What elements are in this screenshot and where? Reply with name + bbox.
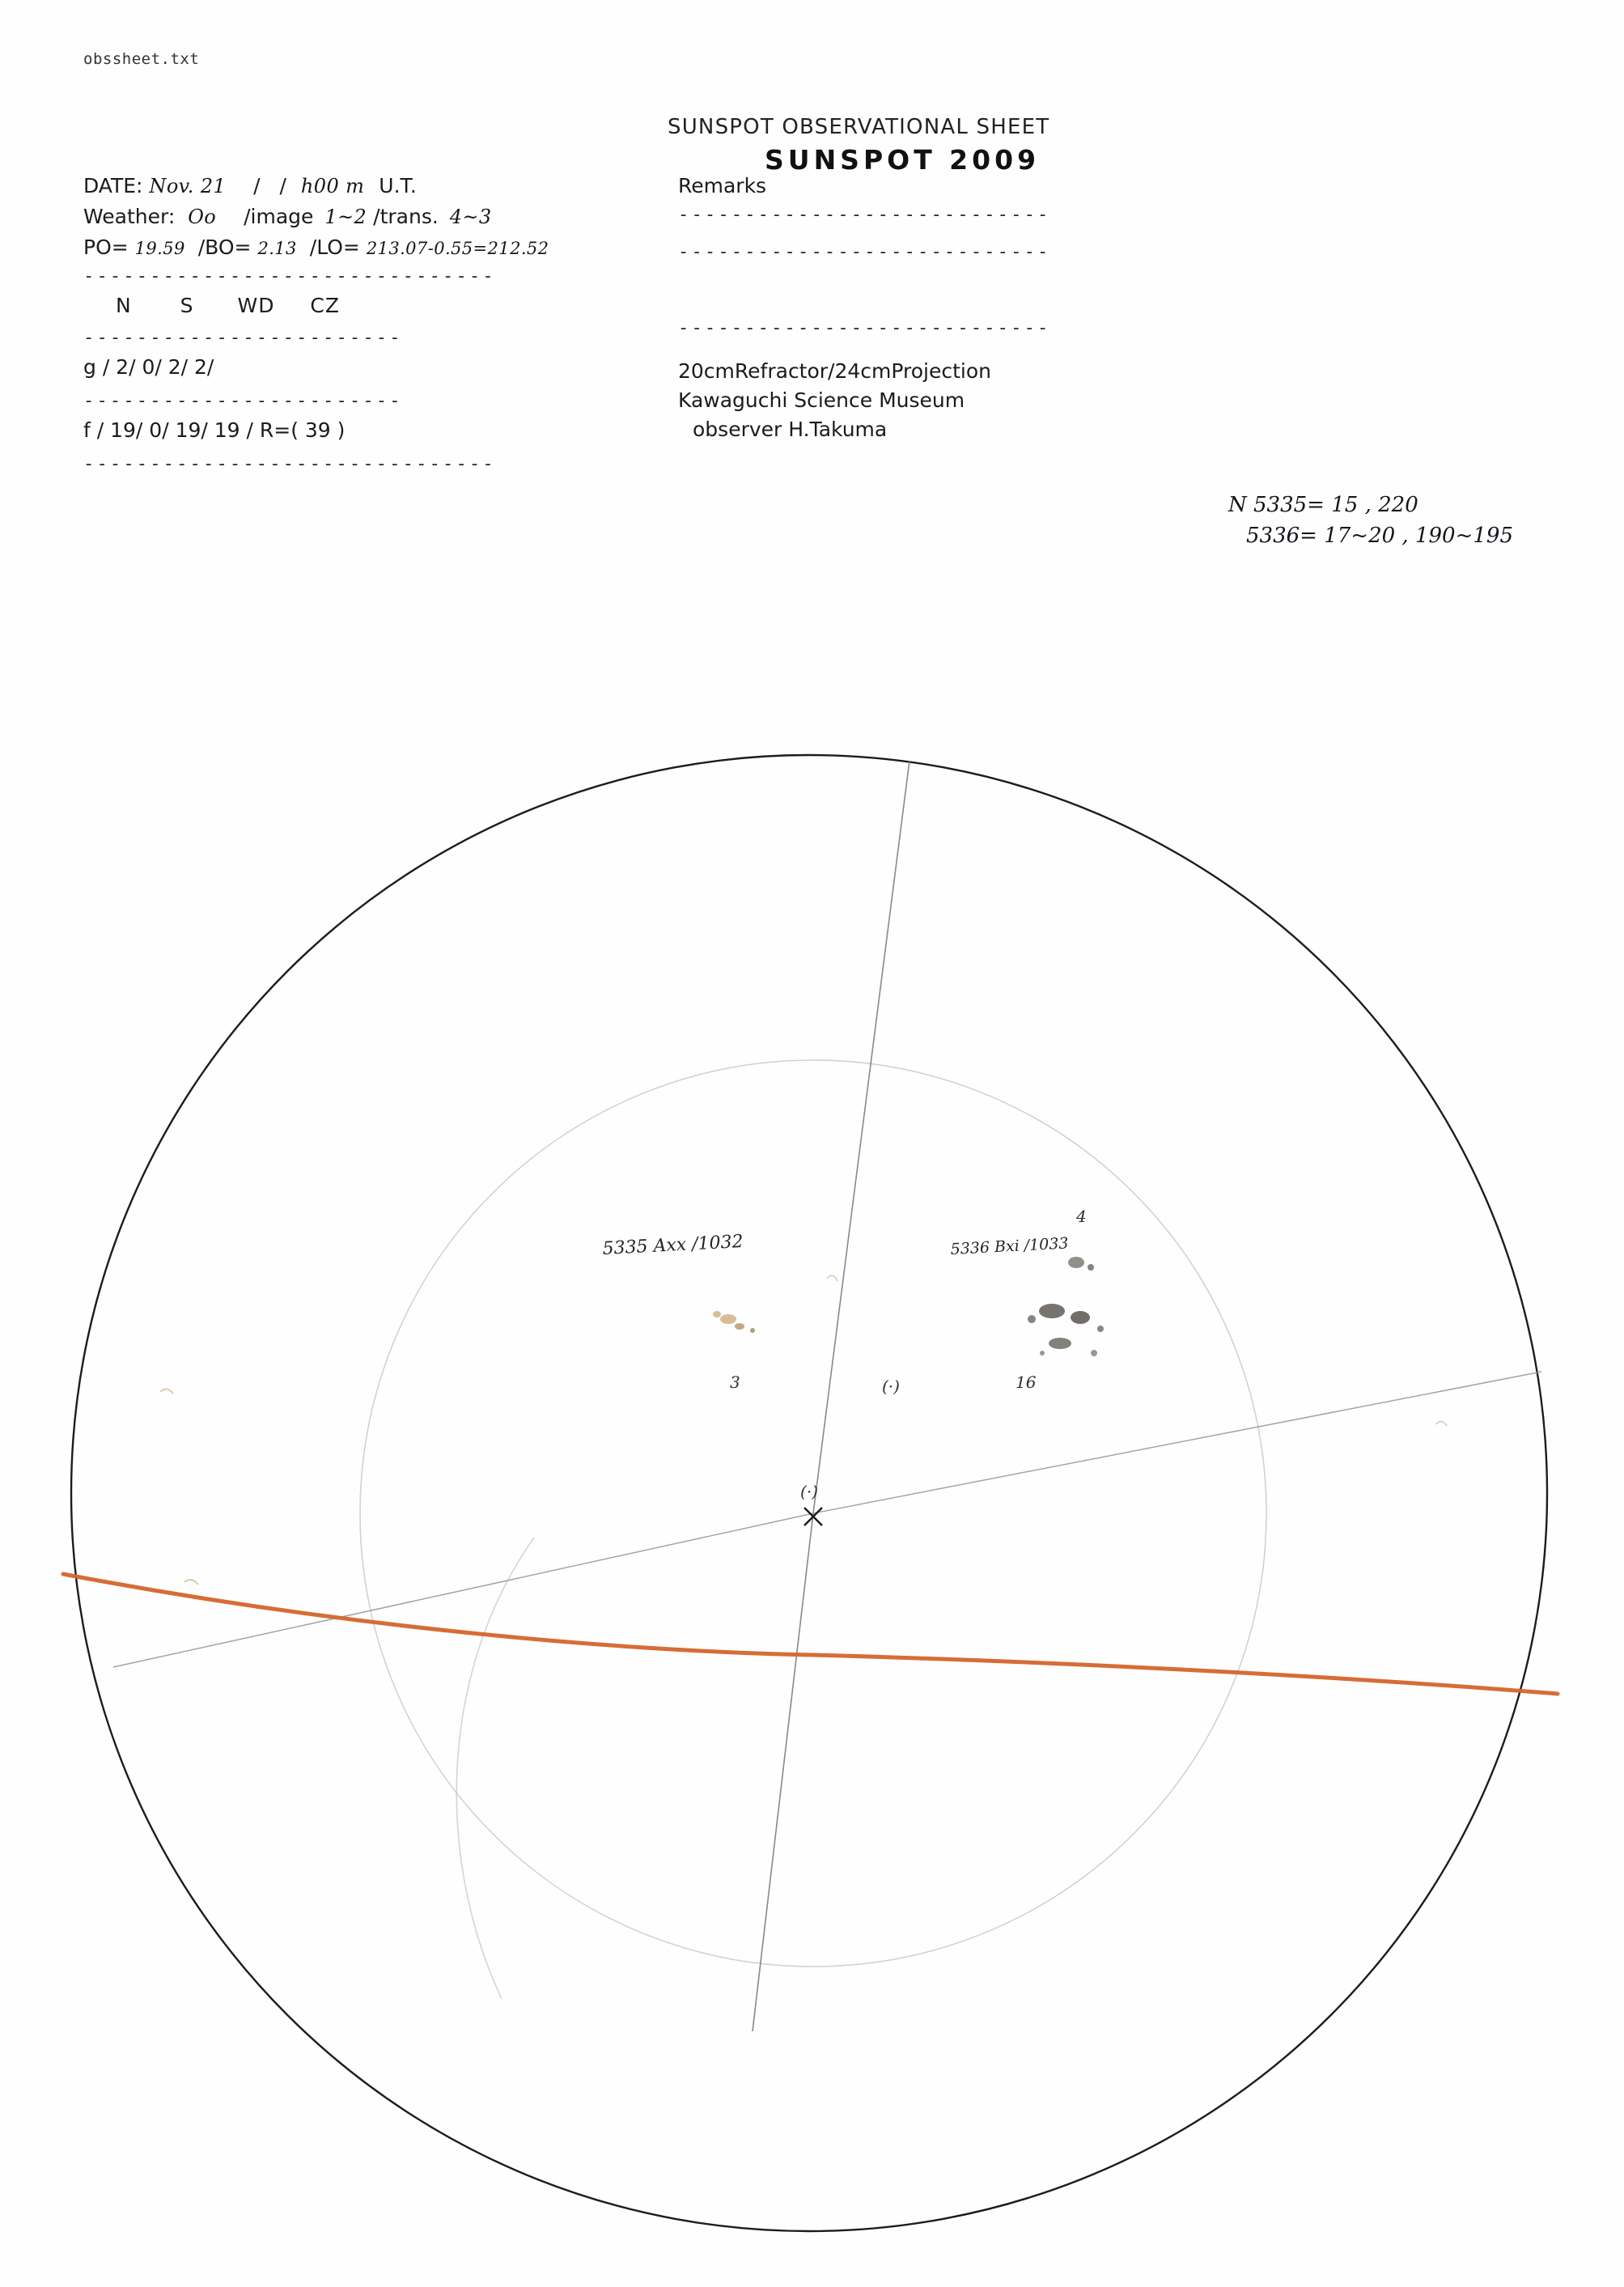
spot-count-row: f / 19/ 0/ 19/ 19 / R=( 39 ) xyxy=(83,418,346,442)
time-unit: U.T. xyxy=(379,174,417,197)
page-subtitle: SUNSPOT 2009 xyxy=(765,144,1041,176)
pencil-arc-lower-left xyxy=(456,1538,534,1999)
note-line-2: 5336= 17~20 , 190~195 xyxy=(1246,524,1514,548)
instrument-line: 20cmRefractor/24cmProjection xyxy=(678,359,992,383)
table-header-row xyxy=(83,294,666,328)
date-label: DATE: xyxy=(83,174,143,197)
bo-label: /BO= xyxy=(197,235,252,259)
form-divider-2: ------------------------ xyxy=(83,328,403,348)
remarks-divider-1: ---------------------------- xyxy=(678,205,1051,225)
remarks-divider-3: ---------------------------- xyxy=(678,318,1051,338)
po-value: 19.59 xyxy=(134,239,185,258)
weather-line xyxy=(83,205,666,235)
po-label: PO= xyxy=(83,235,129,259)
date-line xyxy=(83,174,666,205)
image-label: /image xyxy=(244,205,314,228)
time-sep-2: / xyxy=(279,174,286,197)
remarks-section xyxy=(678,174,1228,444)
page-title: SUNSPOT OBSERVATIONAL SHEET xyxy=(668,115,1050,139)
solar-coordinates-line xyxy=(83,235,666,266)
group-b-count: 16 xyxy=(1016,1373,1037,1392)
trans-label: /trans. xyxy=(373,205,439,228)
weather-label: Weather: xyxy=(83,205,176,228)
form-divider-4: ------------------------------- xyxy=(83,454,496,474)
polar-axis-line xyxy=(753,761,910,2031)
image-value: 1~2 xyxy=(324,206,367,228)
column-header-cz: CZ xyxy=(310,294,341,317)
form-divider-3: ------------------------ xyxy=(83,391,403,411)
lo-value: 213.07-0.55=212.52 xyxy=(366,239,549,258)
faint-pencil-marks xyxy=(160,1275,1447,1585)
institution-line: Kawaguchi Science Museum xyxy=(678,388,965,412)
file-name-label: obssheet.txt xyxy=(83,50,200,68)
sunspot-group-a xyxy=(602,1232,755,1392)
handwritten-notes xyxy=(1228,490,1513,551)
weather-value: Oo xyxy=(188,206,217,228)
column-header-n: N xyxy=(116,294,132,317)
group-a-label: 5335 Axx /1032 xyxy=(602,1231,744,1259)
isolated-spot-note: (·) xyxy=(882,1377,900,1396)
date-value: Nov. 21 xyxy=(149,175,227,197)
center-small-note: (·) xyxy=(800,1482,818,1501)
trans-value: 4~3 xyxy=(449,206,492,228)
solar-disc-drawing xyxy=(0,696,1624,2287)
reference-line xyxy=(113,1372,1541,1667)
column-header-wd: WD xyxy=(237,294,275,317)
group-a-count: 3 xyxy=(730,1373,740,1392)
lo-label: /LO= xyxy=(309,235,360,259)
note-line-1: N 5335= 15 , 220 xyxy=(1228,493,1418,517)
group-count-row: g / 2/ 0/ 2/ 2/ xyxy=(83,355,214,379)
observation-form xyxy=(83,174,666,478)
form-divider-1: ------------------------------- xyxy=(83,266,496,286)
remarks-label: Remarks xyxy=(678,174,767,197)
time-value: h00 m xyxy=(300,175,365,197)
remarks-divider-2: ---------------------------- xyxy=(678,242,1051,262)
observer-line: observer H.Takuma xyxy=(693,418,888,441)
equator-curve xyxy=(63,1574,1558,1694)
group-b-count-secondary: 4 xyxy=(1076,1207,1087,1226)
time-sep-1: / xyxy=(253,174,261,197)
column-header-s: S xyxy=(180,294,194,317)
group-b-label: 5336 Bxi /1033 xyxy=(950,1234,1070,1258)
sunspot-group-b xyxy=(950,1207,1104,1392)
bo-value: 2.13 xyxy=(257,239,297,258)
